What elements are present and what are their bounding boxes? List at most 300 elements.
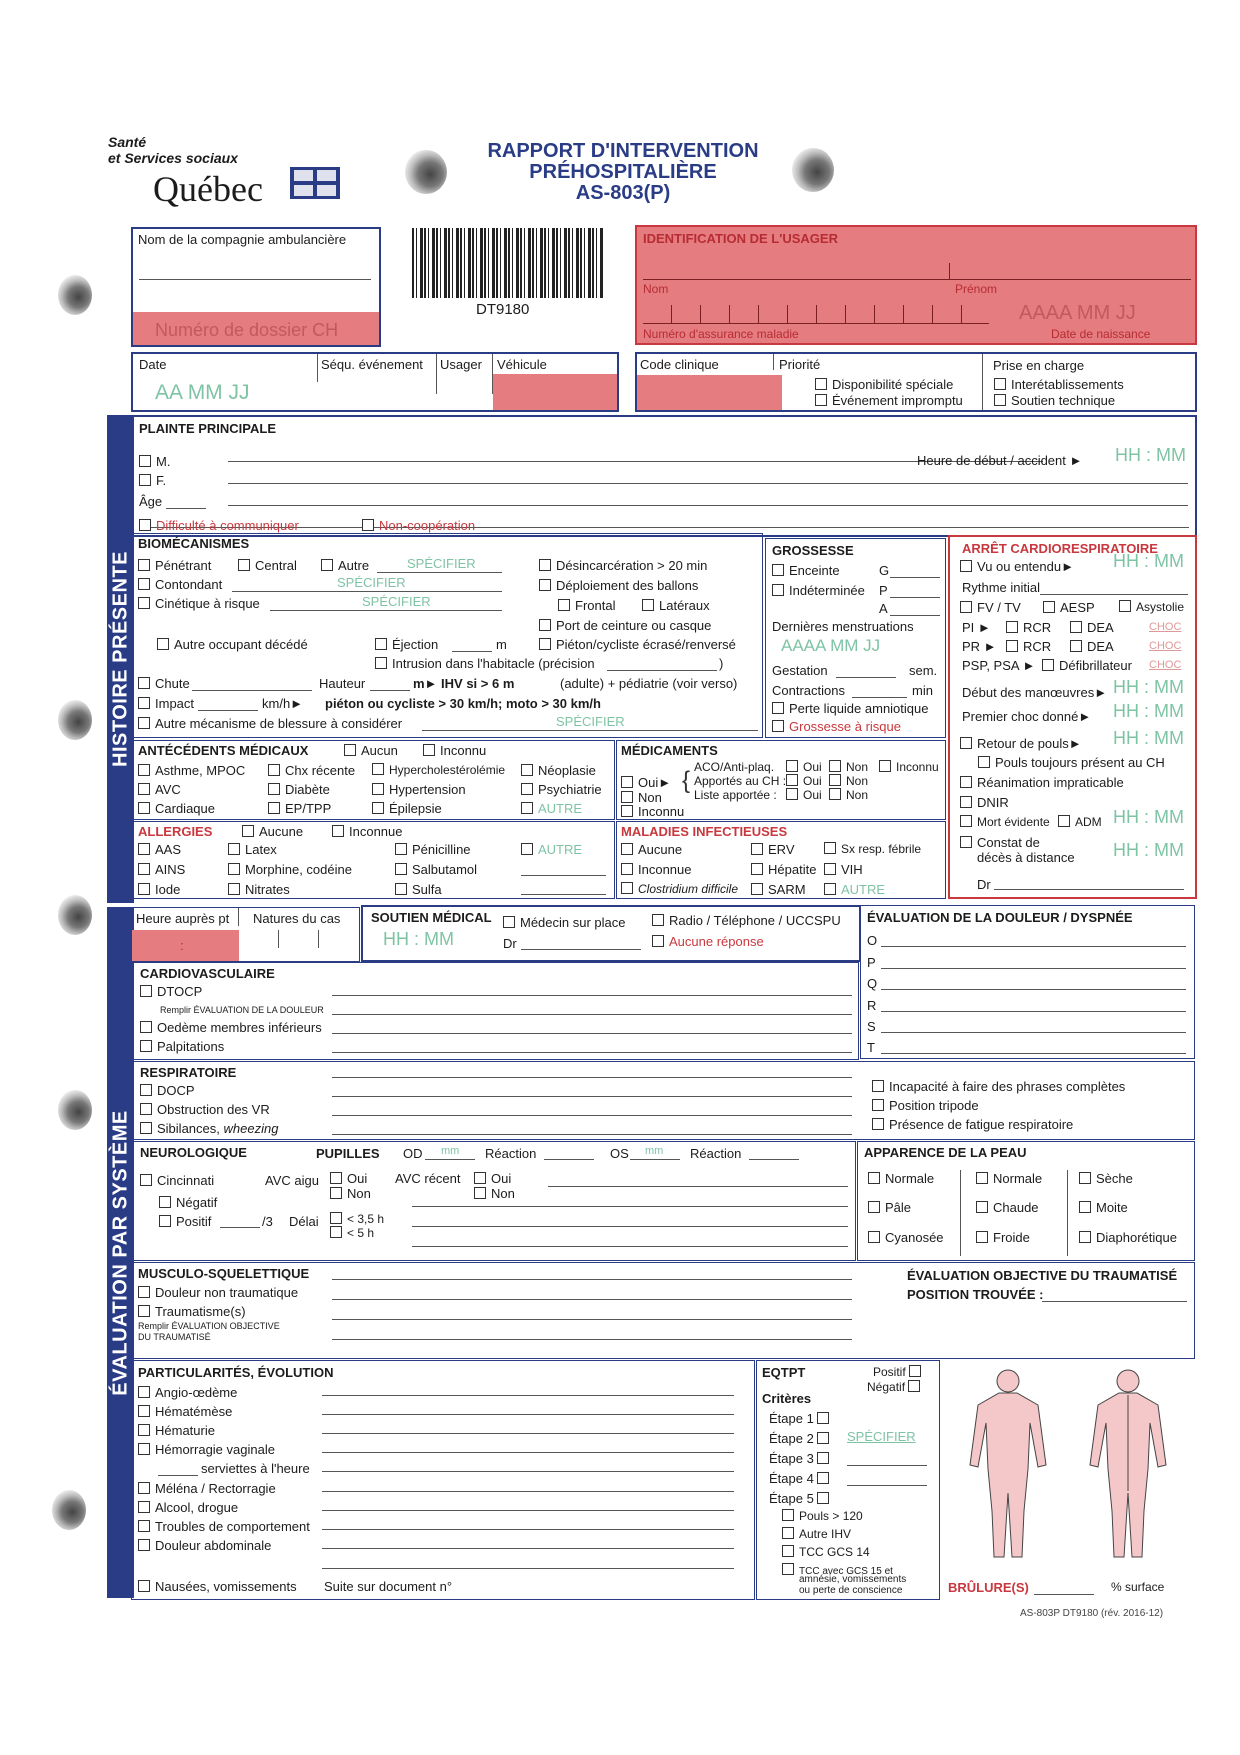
avc-aigu-oui-checkbox[interactable]: [330, 1172, 342, 1184]
brand-line1: Santé: [108, 134, 147, 150]
inter-label: Interétablissements: [1011, 377, 1124, 392]
ceinture-checkbox[interactable]: [539, 619, 551, 631]
medicaments-oui-checkbox[interactable]: [621, 776, 633, 788]
peau-pale-checkbox[interactable]: [868, 1201, 880, 1213]
antecedents-inconnu-checkbox[interactable]: [423, 744, 435, 756]
melena-checkbox[interactable]: [138, 1482, 150, 1494]
impact-label: Impact: [155, 696, 195, 711]
antecedents-section: [131, 740, 615, 820]
asystolie-checkbox[interactable]: [1119, 600, 1131, 612]
pi-dea-checkbox[interactable]: [1070, 621, 1082, 633]
deploiement-checkbox[interactable]: [539, 579, 551, 591]
douleur-title: ÉVALUATION DE LA DOULEUR / DYSPNÉE: [867, 910, 1133, 925]
hemorragie-label: Hémorragie vaginale: [155, 1442, 275, 1457]
cincinnati-checkbox[interactable]: [140, 1174, 152, 1186]
aco-inconnu-checkbox[interactable]: [879, 760, 891, 772]
nitrates-label: Nitrates: [245, 882, 290, 897]
fv-checkbox[interactable]: [960, 601, 972, 613]
suite-label: Suite sur document n°: [324, 1579, 453, 1594]
medicaments-inconnu-checkbox[interactable]: [621, 805, 633, 817]
cardio-section: [131, 962, 859, 1060]
medecin-label: Médecin sur place: [520, 915, 626, 930]
usager-box: [635, 225, 1197, 345]
liste-label: Liste apportée :: [694, 788, 777, 802]
avc-aigu-non-checkbox[interactable]: [330, 1187, 342, 1199]
allergies-autre-label: AUTRE: [538, 842, 583, 857]
criteres-label: Critères: [762, 1391, 812, 1406]
salbutamol-label: Salbutamol: [412, 862, 478, 877]
arret-dr-label: Dr: [977, 877, 991, 892]
palpitations-checkbox[interactable]: [140, 1040, 152, 1052]
allergies-title: ALLERGIES: [138, 824, 213, 839]
respi-section: [131, 1061, 1195, 1140]
od-mm: mm: [441, 1145, 460, 1157]
sarm-checkbox[interactable]: [751, 883, 763, 895]
apportes-oui-checkbox[interactable]: [786, 774, 798, 786]
prise-label: Prise en charge: [993, 358, 1085, 373]
grossesse-title: GROSSESSE: [772, 543, 854, 558]
sur3-label: /3: [262, 1214, 273, 1229]
peau-moite-checkbox[interactable]: [1079, 1201, 1091, 1213]
cardio-title: CARDIOVASCULAIRE: [140, 966, 275, 981]
footer-code: AS-803P DT9180 (rév. 2016-12): [1020, 1608, 1164, 1619]
ep-tpp-checkbox[interactable]: [268, 802, 280, 814]
penetrant-checkbox[interactable]: [138, 559, 150, 571]
ejection-checkbox[interactable]: [375, 638, 387, 650]
liste-non-checkbox[interactable]: [829, 788, 841, 800]
pr-dea-checkbox[interactable]: [1070, 640, 1082, 652]
allergies-autre-checkbox[interactable]: [521, 843, 533, 855]
salbutamol-checkbox[interactable]: [395, 863, 407, 875]
avc-aigu-oui-label: Oui: [347, 1171, 368, 1186]
pupilles-label: PUPILLES: [316, 1146, 380, 1161]
m-checkbox[interactable]: [139, 455, 151, 467]
peau-chaude-label: Chaude: [993, 1200, 1039, 1215]
deces-label: décès à distance: [977, 850, 1075, 865]
aco-inconnu-label: Inconnu: [896, 760, 939, 774]
company-box[interactable]: [131, 227, 381, 347]
radio-label: Radio / Téléphone / UCCSPU: [669, 913, 841, 928]
usager-label: Usager: [440, 357, 482, 372]
cinetique-label: Cinétique à risque: [155, 596, 260, 611]
maladies-autre-checkbox[interactable]: [824, 883, 836, 895]
avc-recent-non-checkbox[interactable]: [474, 1187, 486, 1199]
medicaments-oui-label: Oui►: [638, 775, 672, 790]
impromptu-checkbox[interactable]: [815, 394, 827, 406]
peau-cyanosee-label: Cyanosée: [885, 1230, 944, 1245]
aco-non-checkbox[interactable]: [829, 760, 841, 772]
vu-checkbox[interactable]: [960, 560, 972, 572]
adm-label: ADM: [1075, 815, 1102, 829]
aas-checkbox[interactable]: [138, 843, 150, 855]
penicilline-label: Pénicilline: [412, 842, 471, 857]
impromptu-label: Événement impromptu: [832, 393, 963, 408]
autre-meca-specifier: SPÉCIFIER: [556, 714, 625, 729]
pouls120-label: Pouls > 120: [799, 1509, 863, 1523]
peau-normale-couleur-checkbox[interactable]: [868, 1172, 880, 1184]
dossier-label: Numéro de dossier CH: [155, 320, 339, 340]
obstruction-label: Obstruction des VR: [157, 1102, 270, 1117]
fatigue-checkbox[interactable]: [872, 1118, 884, 1130]
chute-label: Chute: [155, 676, 190, 691]
douleur-abdo-label: Douleur abdominale: [155, 1538, 272, 1553]
intrusion-checkbox[interactable]: [375, 657, 387, 669]
docp-checkbox[interactable]: [140, 1084, 152, 1096]
noncoop-checkbox[interactable]: [362, 519, 374, 531]
eqtpt-negatif-checkbox[interactable]: [908, 1380, 920, 1392]
soutien-time[interactable]: HH : MM: [383, 929, 454, 949]
indeterminee-label: Indéterminée: [789, 583, 865, 598]
penicilline-checkbox[interactable]: [395, 843, 407, 855]
vih-checkbox[interactable]: [824, 863, 836, 875]
frontal-checkbox[interactable]: [558, 599, 570, 611]
peau-pale-label: Pâle: [885, 1200, 912, 1215]
body-diagram[interactable]: [941, 1360, 1195, 1600]
douleur-abdo-checkbox[interactable]: [138, 1539, 150, 1551]
penetrant-label: Pénétrant: [155, 558, 212, 573]
ejection-unit: m: [496, 637, 507, 652]
peau-chaude-checkbox[interactable]: [976, 1201, 988, 1213]
premier-time[interactable]: HH : MM: [1113, 701, 1184, 721]
peau-normale-temp-checkbox[interactable]: [976, 1172, 988, 1184]
date-placeholder[interactable]: AA MM JJ: [155, 381, 250, 404]
erv-checkbox[interactable]: [751, 843, 763, 855]
aas-label: AAS: [155, 842, 182, 857]
autre-label: Autre: [338, 558, 370, 573]
etape4-checkbox[interactable]: [817, 1472, 829, 1484]
age-label: Âge: [139, 494, 163, 509]
pouls-ch-label: Pouls toujours présent au CH: [995, 755, 1165, 770]
lateraux-checkbox[interactable]: [642, 599, 654, 611]
surface-label: % surface: [1111, 1580, 1165, 1594]
debut-label: Début des manœuvres►: [962, 685, 1108, 700]
hematemese-label: Hématémèse: [155, 1404, 233, 1419]
sx-checkbox[interactable]: [824, 842, 836, 854]
peau-seche-checkbox[interactable]: [1079, 1172, 1091, 1184]
rea-label: Réanimation impraticable: [977, 775, 1124, 790]
contractions-label: Contractions: [772, 683, 845, 698]
clostridium-label: Clostridium difficile: [638, 882, 739, 896]
contondant-checkbox[interactable]: [138, 578, 150, 590]
oedeme-checkbox[interactable]: [140, 1021, 152, 1033]
binder-hole: [58, 895, 92, 935]
etape3-checkbox[interactable]: [817, 1452, 829, 1464]
hepatite-checkbox[interactable]: [751, 863, 763, 875]
peau-cyanosee-checkbox[interactable]: [868, 1231, 880, 1243]
aesp-checkbox[interactable]: [1043, 601, 1055, 613]
peau-diaphoretique-checkbox[interactable]: [1079, 1231, 1091, 1243]
hematurie-checkbox[interactable]: [138, 1424, 150, 1436]
retour-checkbox[interactable]: [960, 737, 972, 749]
enceinte-checkbox[interactable]: [772, 564, 784, 576]
delai-label: Délai: [289, 1214, 319, 1229]
asthme-checkbox[interactable]: [138, 764, 150, 776]
etape2-checkbox[interactable]: [817, 1432, 829, 1444]
hypertension-checkbox[interactable]: [372, 783, 384, 795]
etape1-checkbox[interactable]: [817, 1412, 829, 1424]
radio-checkbox[interactable]: [652, 914, 664, 926]
code-clinique-field[interactable]: [637, 375, 782, 410]
gestation-label: Gestation: [772, 663, 828, 678]
prenom-label: Prénom: [955, 282, 998, 296]
constat-label: Constat de: [977, 835, 1040, 850]
intrusion-paren: ): [719, 656, 724, 671]
allergies-inconnue-label: Inconnue: [349, 824, 403, 839]
pr-rcr-checkbox[interactable]: [1006, 640, 1018, 652]
inter-checkbox[interactable]: [994, 378, 1006, 390]
form-title-line3: AS-803(P): [575, 182, 671, 204]
desinc-label: Désincarcération > 20 min: [556, 558, 708, 573]
avc-checkbox[interactable]: [138, 783, 150, 795]
iode-label: Iode: [155, 882, 181, 897]
mort-checkbox[interactable]: [960, 815, 972, 827]
adm-checkbox[interactable]: [1058, 815, 1070, 827]
etape2-label: Étape 2: [769, 1431, 814, 1446]
grossesse-risque-checkbox[interactable]: [772, 720, 784, 732]
epilepsie-checkbox[interactable]: [372, 802, 384, 814]
constat-time[interactable]: HH : MM: [1113, 840, 1184, 860]
heure-pt-field[interactable]: :: [132, 930, 239, 961]
psychiatrie-label: Psychiatrie: [538, 782, 602, 797]
dnir-checkbox[interactable]: [960, 796, 972, 808]
defib-label: Défibrillateur: [1059, 658, 1132, 673]
pr-rcr-label: RCR: [1023, 639, 1052, 654]
aucune-reponse-checkbox[interactable]: [652, 935, 664, 947]
hematemese-checkbox[interactable]: [138, 1405, 150, 1417]
maladies-title: MALADIES INFECTIEUSES: [621, 824, 788, 839]
ihv-pediatrie: (adulte) + pédiatrie (voir verso): [560, 676, 738, 691]
antecedents-aucun-checkbox[interactable]: [344, 744, 356, 756]
central-checkbox[interactable]: [238, 559, 250, 571]
pouls-ch-checkbox[interactable]: [978, 756, 990, 768]
positif-checkbox[interactable]: [159, 1215, 171, 1227]
tcc14-label: TCC GCS 14: [799, 1545, 870, 1559]
noncoop-label: Non-coopération: [379, 518, 476, 533]
heure-debut-label: Heure de début / accident ►: [917, 453, 1083, 468]
medicaments-inconnu-label: Inconnu: [638, 804, 685, 819]
chx-label: Chx récente: [285, 763, 356, 778]
desinc-checkbox[interactable]: [539, 559, 551, 571]
peau-froide-checkbox[interactable]: [976, 1231, 988, 1243]
morphine-checkbox[interactable]: [228, 863, 240, 875]
etape5-checkbox[interactable]: [817, 1492, 829, 1504]
psychiatrie-checkbox[interactable]: [521, 783, 533, 795]
sibilances-label: Sibilances,: [157, 1121, 220, 1136]
wheezing-label: wheezing: [223, 1121, 279, 1136]
maladies-section: [616, 821, 946, 899]
mort-label: Mort évidente: [977, 815, 1050, 829]
autre-meca-checkbox[interactable]: [138, 717, 150, 729]
dispo-checkbox[interactable]: [815, 378, 827, 390]
autre-occupant-label: Autre occupant décédé: [174, 637, 308, 652]
autre-ihv-checkbox[interactable]: [782, 1527, 794, 1539]
constat-checkbox[interactable]: [960, 836, 972, 848]
hauteur-label: Hauteur: [319, 676, 366, 691]
sem-label: sem.: [909, 663, 938, 678]
pi-label: PI ►: [962, 620, 991, 635]
angio-checkbox[interactable]: [138, 1386, 150, 1398]
arret-section: [948, 535, 1197, 899]
diabete-checkbox[interactable]: [268, 783, 280, 795]
aesp-label: AESP: [1060, 600, 1095, 615]
defib-checkbox[interactable]: [1042, 659, 1054, 671]
maladies-autre-label: AUTRE: [841, 882, 886, 897]
antecedents-title: ANTÉCÉDENTS MÉDICAUX: [138, 743, 309, 758]
vehicule-field[interactable]: [493, 374, 617, 410]
tcc15-label-2: amnésie, vomissements: [799, 1574, 907, 1585]
antecedents-autre-checkbox[interactable]: [521, 802, 533, 814]
allergies-aucune-checkbox[interactable]: [242, 825, 254, 837]
sequence-label: Séqu. événement: [321, 357, 423, 372]
pi-rcr-checkbox[interactable]: [1006, 621, 1018, 633]
apportes-non-checkbox[interactable]: [829, 774, 841, 786]
autre-occupant-checkbox[interactable]: [157, 638, 169, 650]
autre-specifier: SPÉCIFIER: [407, 556, 476, 571]
position-trouvee-label: POSITION TROUVÉE :: [907, 1287, 1044, 1302]
pieton-checkbox[interactable]: [539, 638, 551, 650]
sibilances-checkbox[interactable]: [140, 1122, 152, 1134]
hypercholesterolemie-checkbox[interactable]: [372, 763, 384, 775]
douleur-s: S: [867, 1019, 876, 1034]
impact-checkbox[interactable]: [138, 697, 150, 709]
etape2-specifier: SPÉCIFIER: [847, 1429, 916, 1444]
dnir-label: DNIR: [977, 795, 1009, 810]
f-checkbox[interactable]: [139, 474, 151, 486]
autre-checkbox[interactable]: [321, 559, 333, 571]
eqtpt-title: EQTPT: [762, 1365, 806, 1380]
cincinnati-label: Cincinnati: [157, 1173, 215, 1188]
troubles-label: Troubles de comportement: [155, 1519, 310, 1534]
asthme-label: Asthme, MPOC: [155, 763, 246, 778]
alcool-checkbox[interactable]: [138, 1501, 150, 1513]
perte-label: Perte liquide amniotique: [789, 701, 929, 716]
heure-pt-box: [131, 907, 360, 962]
birthdate-placeholder[interactable]: AAAA MM JJ: [1019, 302, 1136, 324]
lt5-checkbox[interactable]: [330, 1226, 342, 1238]
soutien-tech-checkbox[interactable]: [994, 394, 1006, 406]
tripode-checkbox[interactable]: [872, 1099, 884, 1111]
pi-choc: CHOC: [1149, 621, 1182, 633]
menstruations-field[interactable]: AAAA MM JJ: [781, 636, 881, 655]
etape4-label: Étape 4: [769, 1471, 814, 1486]
perte-checkbox[interactable]: [772, 702, 784, 714]
cinetique-checkbox[interactable]: [138, 597, 150, 609]
dtocp-checkbox[interactable]: [140, 985, 152, 997]
oedeme-label: Oedème membres inférieurs: [157, 1020, 322, 1035]
particularites-section: [131, 1360, 755, 1600]
chute-checkbox[interactable]: [138, 677, 150, 689]
traumatisme-checkbox[interactable]: [138, 1305, 150, 1317]
apportes-label: Apportés au CH :: [694, 774, 787, 788]
medecin-checkbox[interactable]: [503, 916, 515, 928]
fv-label: FV / TV: [977, 600, 1021, 615]
pieton-label: Piéton/cycliste écrasé/renversé: [556, 637, 736, 652]
hemorragie-checkbox[interactable]: [138, 1443, 150, 1455]
rea-checkbox[interactable]: [960, 776, 972, 788]
retour-label: Retour de pouls►: [977, 736, 1082, 751]
medicaments-non-checkbox[interactable]: [621, 791, 633, 803]
peau-title: APPARENCE DE LA PEAU: [864, 1145, 1027, 1160]
binder-hole: [58, 275, 92, 315]
ramq-field[interactable]: [643, 305, 989, 324]
autre-meca-label: Autre mécanisme de blessure à considérer: [155, 716, 403, 731]
iode-checkbox[interactable]: [138, 883, 150, 895]
nitrates-checkbox[interactable]: [228, 883, 240, 895]
peau-normale-couleur-label: Normale: [885, 1171, 935, 1186]
dossier-field[interactable]: [133, 312, 379, 345]
incapacite-checkbox[interactable]: [872, 1080, 884, 1092]
avc-recent-label: AVC récent: [395, 1171, 461, 1186]
arret-title: ARRÊT CARDIORESPIRATOIRE: [962, 541, 1158, 556]
vehicule-label: Véhicule: [497, 357, 547, 372]
musculo-remplir-1: Remplir ÉVALUATION OBJECTIVE: [138, 1321, 280, 1331]
lt35-checkbox[interactable]: [330, 1212, 342, 1224]
douleur-t: T: [867, 1040, 875, 1055]
negatif-checkbox[interactable]: [159, 1196, 171, 1208]
avc-label: AVC: [155, 782, 181, 797]
difficulte-label: Difficulté à communiquer: [156, 518, 299, 533]
neoplasie-checkbox[interactable]: [521, 764, 533, 776]
latex-checkbox[interactable]: [228, 843, 240, 855]
aco-oui-checkbox[interactable]: [786, 760, 798, 772]
brand-name: Québec: [153, 169, 263, 209]
avc-recent-oui-label: Oui: [491, 1171, 512, 1186]
pouls120-checkbox[interactable]: [782, 1509, 794, 1521]
maladies-aucune-checkbox[interactable]: [621, 843, 633, 855]
sulfa-checkbox[interactable]: [395, 883, 407, 895]
erv-label: ERV: [768, 842, 795, 857]
douleur-section: [860, 905, 1195, 1059]
mort-time[interactable]: HH : MM: [1113, 807, 1184, 827]
vu-time[interactable]: HH : MM: [1113, 551, 1184, 571]
allergies-inconnue-checkbox[interactable]: [332, 825, 344, 837]
obstruction-checkbox[interactable]: [140, 1103, 152, 1115]
form-title-line2: PRÉHOSPITALIÈRE: [529, 161, 717, 183]
sarm-label: SARM: [768, 882, 806, 897]
aco-label: ACO/Anti-plaq.: [694, 760, 775, 774]
od-label: OD: [403, 1146, 423, 1161]
clostridium-checkbox[interactable]: [621, 882, 633, 894]
liste-oui-checkbox[interactable]: [786, 788, 798, 800]
eqtpt-positif-checkbox[interactable]: [909, 1365, 921, 1377]
retour-time[interactable]: HH : MM: [1113, 728, 1184, 748]
a-label: A: [879, 601, 888, 616]
debut-time[interactable]: HH : MM: [1113, 677, 1184, 697]
douleur-non-trauma-checkbox[interactable]: [138, 1286, 150, 1298]
body-outline-icon[interactable]: [942, 1361, 1194, 1599]
peau-diaphoretique-label: Diaphorétique: [1096, 1230, 1177, 1245]
cardiaque-checkbox[interactable]: [138, 802, 150, 814]
defib-choc: CHOC: [1149, 659, 1182, 671]
p-label: P: [879, 583, 888, 598]
musculo-section: [131, 1262, 1195, 1359]
tcc15-checkbox[interactable]: [782, 1563, 794, 1575]
troubles-checkbox[interactable]: [138, 1520, 150, 1532]
heure-debut-field[interactable]: HH : MM: [1115, 445, 1186, 465]
ains-checkbox[interactable]: [138, 863, 150, 875]
tcc14-checkbox[interactable]: [782, 1545, 794, 1557]
binder-hole: [58, 1090, 92, 1130]
nausees-checkbox[interactable]: [138, 1580, 150, 1592]
maladies-inconnue-checkbox[interactable]: [621, 863, 633, 875]
chx-checkbox[interactable]: [268, 764, 280, 776]
binder-hole: [58, 700, 92, 740]
respi-title: RESPIRATOIRE: [140, 1065, 237, 1080]
difficulte-checkbox[interactable]: [139, 519, 151, 531]
indeterminee-checkbox[interactable]: [772, 584, 784, 596]
os-mm: mm: [645, 1145, 664, 1157]
avc-recent-oui-checkbox[interactable]: [474, 1172, 486, 1184]
